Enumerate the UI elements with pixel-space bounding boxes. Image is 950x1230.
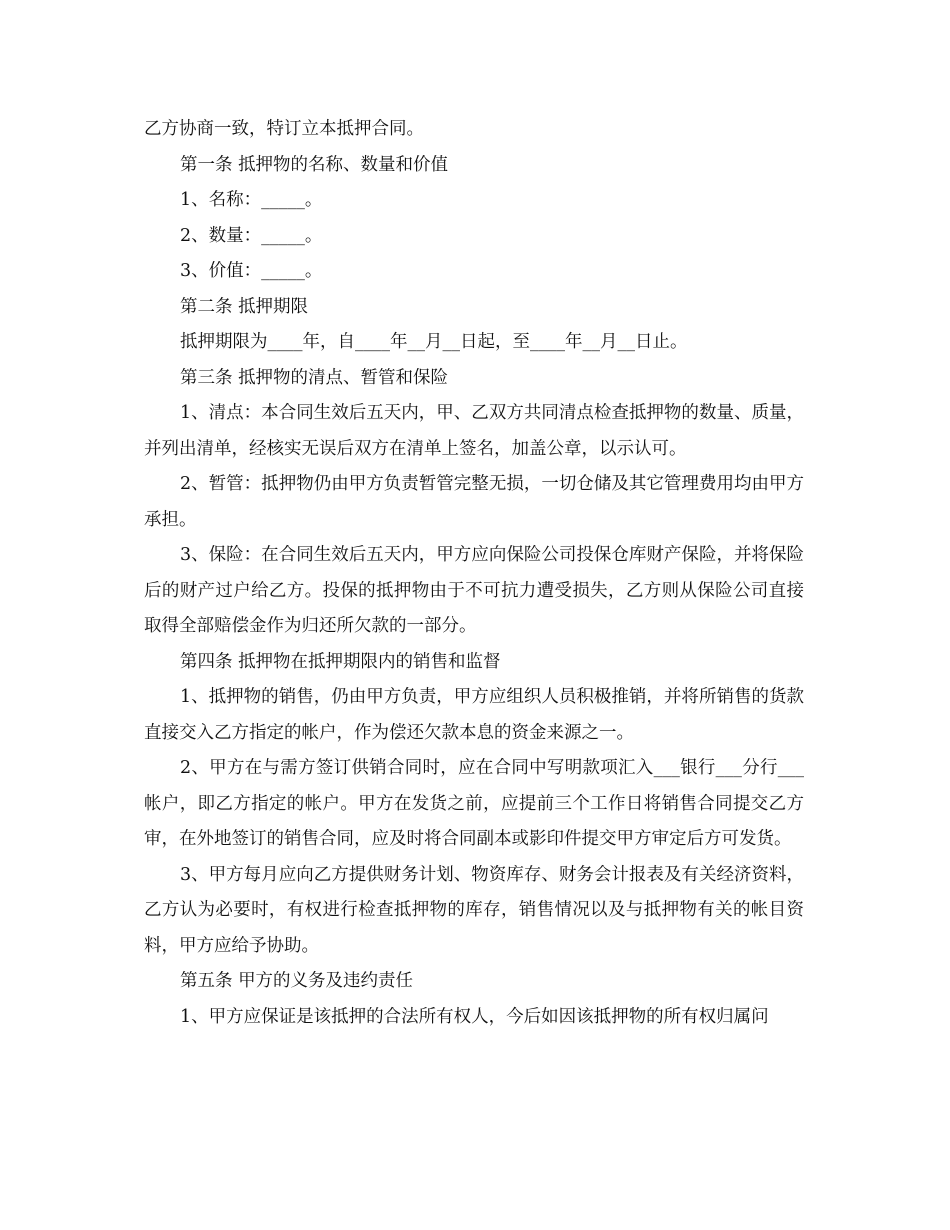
paragraph-intro-continuation: 乙方协商一致，特订立本抵押合同。	[144, 119, 424, 139]
article-2-term-text: 抵押期限为____年，自____年__月__日起，至____年__月__日止。	[180, 332, 688, 352]
article-1-item-name: 1、名称：_____。	[180, 190, 323, 210]
article-5-item-ownership: 1、甲方应保证是该抵押的合法所有权人，今后如因该抵押物的所有权归属问	[180, 1006, 769, 1027]
article-4-item-reporting: 3、甲方每月应向乙方提供财务计划、物资库存、财务会计报表及有关经济资料，乙方认为必要时，有权进行检查抵押物的库存，销售情况以及与抵押物有关的帐目资料，甲方应给予协助。	[144, 864, 804, 956]
article-5-heading: 第五条 甲方的义务及违约责任	[180, 971, 414, 991]
article-1-heading: 第一条 抵押物的名称、数量和价值	[180, 154, 449, 175]
article-1-item-quantity: 2、数量：_____。	[180, 225, 323, 246]
article-4-heading: 第四条 抵押物在抵押期限内的销售和监督	[180, 651, 501, 672]
document-body	[144, 112, 804, 1035]
article-3-heading: 第三条 抵押物的清点、暂管和保险	[180, 367, 449, 388]
article-3-item-inventory: 1、清点：本合同生效后五天内，甲、乙双方共同清点检查抵押物的数量、质量，并列出清单，经核实无误后双方在清单上签名，加盖公章，以示认可。	[144, 403, 804, 459]
article-3-item-custody: 2、暂管：抵押物仍由甲方负责暂管完整无损，一切仓储及其它管理费用均由甲方承担。	[144, 474, 804, 530]
article-3-item-insurance: 3、保险：在合同生效后五天内，甲方应向保险公司投保仓库财产保险，并将保险后的财产过户给乙方。投保的抵押物由于不可抗力遭受损失，乙方则从保险公司直接取得全部赔偿金作为归还所欠款的一部分。	[144, 545, 804, 636]
article-4-item-sales: 1、抵押物的销售，仍由甲方负责，甲方应组织人员积极推销，并将所销售的货款直接交入乙方指定的帐户，作为偿还欠款本息的资金来源之一。	[144, 687, 804, 743]
article-1-item-value: 3、价值：_____。	[180, 261, 323, 281]
article-4-item-contracts: 2、甲方在与需方签订供销合同时，应在合同中写明款项汇入___银行___分行___帐户，即乙方指定的帐户。甲方在发货之前，应提前三个工作日将销售合同提交乙方审，在外地签订的销售合同，应及时将合同副本或影印件提交甲方审定后方可发货。	[144, 758, 804, 849]
article-2-heading: 第二条 抵押期限	[180, 296, 309, 317]
